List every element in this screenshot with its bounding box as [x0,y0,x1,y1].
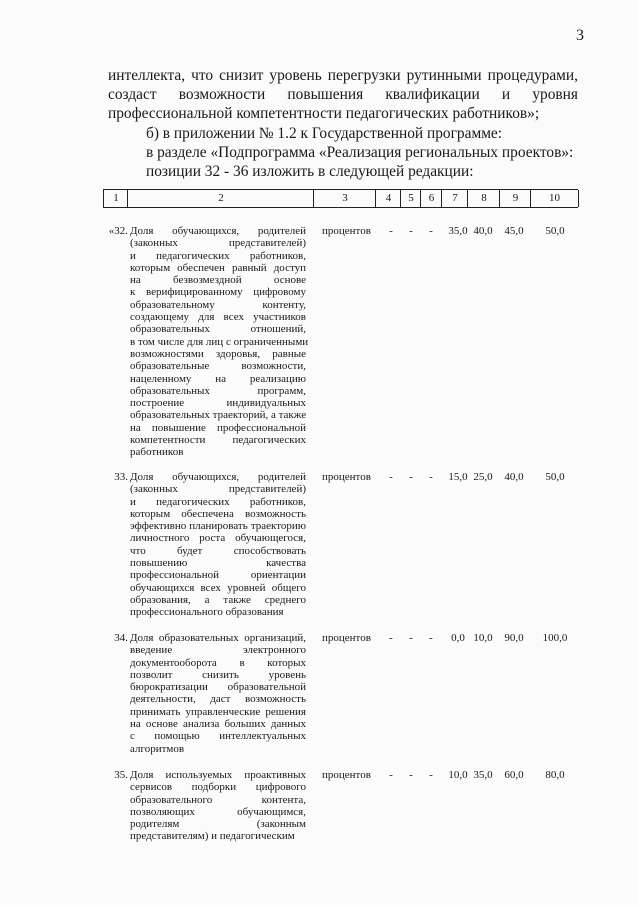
header-cell-7: 7 [441,190,468,207]
indicator-name-line: и педагогических работников, [130,495,306,508]
value-cell-col-5: - [409,632,413,644]
header-cell-3: 3 [313,190,376,207]
intro-line: профессиональной компетентности педагогических работников»; [108,105,540,123]
indicator-name-line: документооборота в которых [130,656,306,669]
indicator-name-line: позволит снизить уровень [130,668,306,681]
indicator-name-line: Доля образовательных организаций, [130,632,306,644]
table-header-row [103,189,578,208]
value-cell-col-10: 80,0 [545,769,565,781]
value-cell-col-4: - [389,769,393,781]
row-number: «32. [108,225,128,237]
indicator-name [130,471,306,619]
indicator-name-line: в том числе для лиц с ограниченными [130,335,309,348]
indicator-name-line: деятельности, даст возможность [130,693,306,706]
value-cell-col-5: - [409,225,413,237]
page-number: 3 [576,27,584,44]
value-cell-col-4: - [389,471,393,483]
header-cell-8: 8 [467,190,500,207]
indicator-name [130,769,306,843]
value-cell-col-7: 15,0 [448,471,468,483]
indicator-name-line: Доля обучающихся, родителей [130,225,306,237]
indicator-name-line: компетентности педагогических [130,434,306,447]
indicator-name-line: сервисов подборки цифрового [130,781,306,794]
value-cell-col-8: 35,0 [473,769,493,781]
indicator-name-line: повышению качества [130,557,306,570]
indicator-name-line: которым обеспечен равный доступ [130,261,306,274]
value-cell-col-8: 40,0 [473,225,493,237]
indicator-name-line: на повышение профессиональной [130,421,306,434]
paragraph-line: в разделе «Подпрограмма «Реализация региональных проектов»: [146,143,574,161]
indicator-name-line: эффективно планировать траекторию [130,520,306,533]
header-cell-2: 2 [127,190,314,207]
value-cell-col-9: 40,0 [504,471,524,483]
header-cell-1: 1 [103,190,128,207]
value-cell-col-8: 10,0 [473,632,493,644]
indicators-table [103,189,578,843]
value-cell-col-5: - [409,769,413,781]
value-cell-col-9: 60,0 [504,769,524,781]
value-cell-col-7: 0,0 [451,632,465,644]
value-cell-col-4: - [389,225,393,237]
indicator-name-line: образовательных траекторий, а также [130,409,307,422]
indicator-name-line: образовательного контента, [130,793,306,806]
header-cell-6: 6 [420,190,442,207]
indicator-name-line: с помощью интеллектуальных [130,730,306,743]
indicator-name-line: образовательных отношений, [130,323,306,336]
indicator-name [130,632,306,755]
header-cell-5: 5 [400,190,421,207]
value-cell-col-5: - [409,471,413,483]
indicator-name-line: позволяющих обучающимся, [130,805,306,818]
indicator-name-line: возможностями здоровья, равные [130,347,306,360]
row-number: 35. [114,769,128,781]
value-cell-col-7: 35,0 [448,225,468,237]
value-cell-col-7: 10,0 [448,769,468,781]
value-cell-col-9: 90,0 [504,632,524,644]
indicator-name-line: родителям (законным [130,818,306,831]
indicator-name-line: алгоритмов [130,742,185,755]
indicator-name-line: образовательному контенту, [130,298,306,311]
indicator-name-line: представителям) и педагогическим [130,830,295,843]
row-number: 33. [114,471,128,483]
value-cell-col-6: - [429,471,433,483]
indicator-name-line: нацеленному на реализацию [130,372,306,385]
header-cell-9: 9 [499,190,531,207]
header-cell-10: 10 [530,190,579,207]
indicator-name-line: создающему для всех участников [130,311,306,324]
unit-cell: процентов [322,769,371,781]
unit-cell: процентов [322,632,371,644]
indicator-name-line: принимать управленческие решения [130,705,306,718]
indicator-name [130,225,309,459]
indicator-name-line: которым обеспечена возможность [130,507,306,520]
indicator-name-line: работников [130,446,184,459]
unit-cell: процентов [322,471,371,483]
indicator-name-line: образовательные возможности, [130,360,306,373]
indicator-name-line: что будет способствовать [130,544,306,557]
row-number: 34. [114,632,128,644]
value-cell-col-4: - [389,632,393,644]
indicator-name-line: Доля используемых проактивных [130,769,306,781]
indicator-name-line: и педагогических работников, [130,249,306,262]
paragraph-line: б) в приложении № 1.2 к Государственной программе: [146,124,503,142]
value-cell-col-8: 25,0 [473,471,493,483]
indicator-name-line: введение электронного [130,644,306,657]
indicator-name-line: (законных представителей) [130,483,306,496]
paragraph-line: позиции 32 - 36 изложить в следующей редакции: [146,163,474,181]
value-cell-col-10: 50,0 [545,471,565,483]
value-cell-col-10: 100,0 [542,632,568,644]
indicator-name-line: образовательных программ, [130,384,306,397]
indicator-name-line: образования, а также среднего [130,593,306,606]
intro-line: интеллекта, что снизит уровень перегрузки рутинными процедурами, [108,67,578,84]
indicator-name-line: на основе анализа больших данных [130,718,306,731]
indicator-name-line: (законных представителей) [130,237,306,250]
indicator-name-line: личностного роста обучающегося, [130,532,306,545]
indicator-name-line: профессиональной ориентации [130,569,306,582]
intro-text [108,66,578,181]
value-cell-col-9: 45,0 [504,225,524,237]
value-cell-col-6: - [429,769,433,781]
indicator-name-line: профессионального образования [130,606,284,619]
indicator-name-line: к верифицированному цифровому [130,286,306,299]
value-cell-col-6: - [429,632,433,644]
indicator-name-line: бюрократизации образовательной [130,681,306,694]
header-cell-4: 4 [375,190,401,207]
value-cell-col-10: 50,0 [545,225,565,237]
value-cell-col-6: - [429,225,433,237]
indicator-name-line: Доля обучающихся, родителей [130,471,306,483]
indicator-name-line: на безвозмездной основе [130,274,306,287]
indicator-name-line: обучающихся всех уровней общего [130,581,306,594]
unit-cell: процентов [322,225,371,237]
intro-line: создаст возможности повышения квалификации и уровня [108,86,578,104]
indicator-name-line: построение индивидуальных [130,397,306,410]
